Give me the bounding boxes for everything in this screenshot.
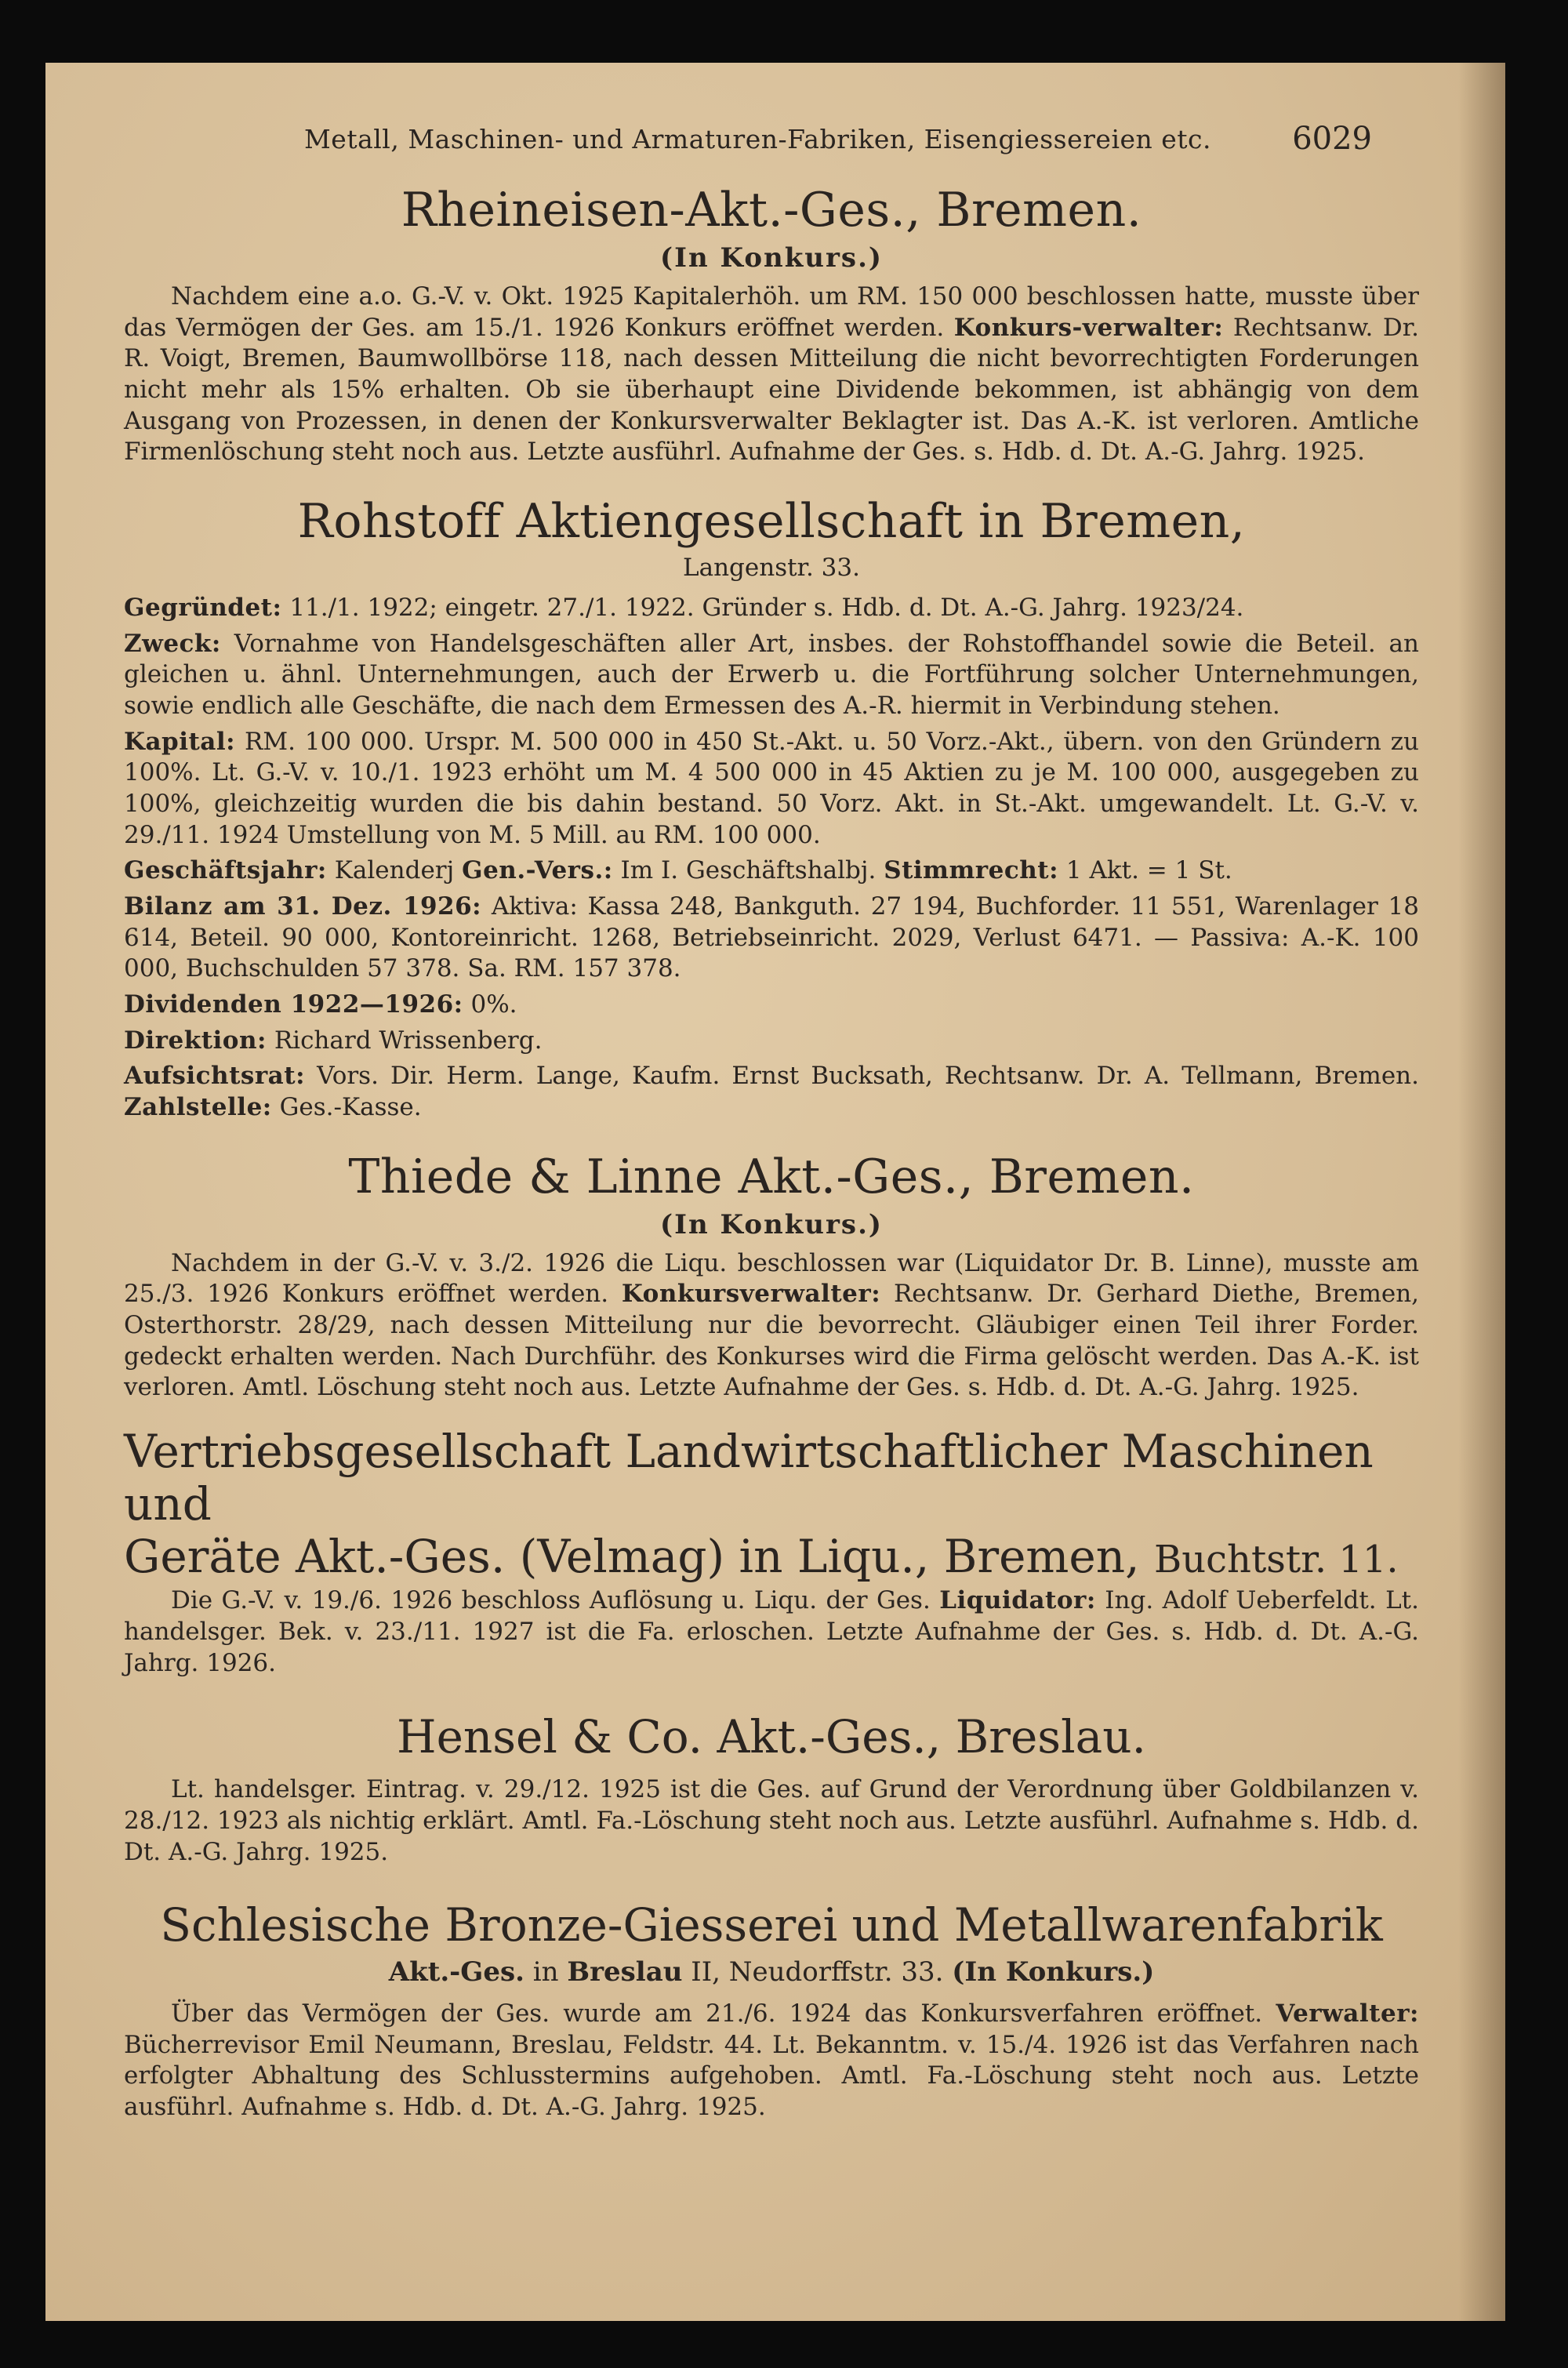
- text-part: Nachdem in der G.-V. v. 3./2. 1926 die Liqu. beschlossen war (Liquidator Dr. B. Linne), musste am 25./3. 1926 Konkurs eröffnet werden.: [124, 1248, 1419, 1309]
- field-value: Kalenderj: [334, 856, 455, 885]
- title-line: Geräte Akt.-Ges. (Velmag) in Liqu., Bremen,: [124, 1529, 1140, 1583]
- entry-hensel: [124, 1710, 1419, 1868]
- text-part: Rechtsanw. Dr. Gerhard Diethe, Bremen, Osterthorstr. 28/29, nach dessen Mitteilung nur die bevorrecht. Gläubiger einen Teil ihrer Forder. gedeckt erhalten werden. Nach Durchführ. des Konkurses wird die Firma gelöscht werden. Das A.-K. ist verloren. Amtl. Löschung steht noch aus. Letzte Aufnahme der Ges. s. Hdb. d. Dt. A.-G. Jahrg. 1925.: [124, 1280, 1420, 1402]
- field-label: Stimmrecht:: [884, 856, 1059, 885]
- field-kapital: [124, 727, 1419, 852]
- field-value: Vornahme von Handelsgeschäften aller Art, insbes. der Rohstoffhandel sowie die Beteil. an gleichen u. ähnl. Unternehmungen, auch der Erwerb u. die Fortführung solcher Unternehmungen, sowie endlich alle Geschäfte, die nach dem Ermessen des A.-R. hiermit in Verbindung stehen.: [124, 629, 1419, 721]
- field-label: Dividenden 1922—1926:: [124, 990, 463, 1019]
- entry-rohstoff: [124, 495, 1419, 1124]
- entry-title: Thiede & Linne Akt.-Ges., Bremen.: [348, 1149, 1195, 1204]
- entry-rheineisen: [124, 183, 1419, 468]
- field-dividenden: [124, 990, 1419, 1021]
- field-zweck: [124, 629, 1419, 722]
- text-part: Die G.-V. v. 19./6. 1926 beschloss Auflösung u. Liqu. der Ges.: [171, 1586, 931, 1615]
- entry-text: [124, 1585, 1419, 1679]
- status-label: (In Konkurs.): [952, 1956, 1155, 1988]
- field-value: RM. 100 000. Urspr. M. 500 000 in 450 St.-Akt. u. 50 Vorz.-Akt., übern. von den Gründern zu 100%. Lt. G.-V. v. 10./1. 1923 erhöht um M. 4 500 000 in 45 Aktien zu je M. 100 000, ausgegeben zu 100%, gleichzeitig wurden die bis dahin bestand. 50 Vorz. Akt. in St.-Akt. umgewandelt. Lt. G.-V. v. 29./11. 1924 Umstellung von M. 5 Mill. au RM. 100 000.: [124, 727, 1419, 849]
- entry-text: [124, 1999, 1419, 2123]
- field-bilanz: [124, 892, 1419, 985]
- field-value: Richard Wrissenberg.: [274, 1026, 543, 1055]
- field-value: Im I. Geschäftshalbj.: [620, 856, 877, 885]
- entry-thiede-linne: [124, 1150, 1419, 1404]
- field-label: Kapital:: [124, 727, 236, 756]
- entry-subtitle: [124, 1956, 1419, 1988]
- entry-text: [124, 1248, 1419, 1404]
- page-edge-shadow: [1458, 63, 1505, 2321]
- field-label: Liquidator:: [939, 1586, 1096, 1615]
- entry-schlesische-bronze: [124, 1899, 1419, 2123]
- entry-address: Langenstr. 33.: [683, 554, 860, 583]
- field-gegruendet: [124, 593, 1419, 624]
- running-head: [124, 94, 1419, 157]
- field-geschaeftsjahr: [124, 855, 1419, 887]
- entry-title: Rheineisen-Akt.-Ges., Bremen.: [401, 183, 1142, 238]
- text-part: Rechtsanw. Dr. R. Voigt, Bremen, Baumwollbörse 118, nach dessen Mitteilung die nicht bevorrechtigten Forderungen nicht mehr als 15% erhalten. Ob sie überhaupt eine Dividende bekommen, ist abhängig von dem Ausgang von Prozessen, in denen der Konkursverwalter Beklagter ist. Das A.-K. ist verloren. Amtliche Firmenlöschung steht noch aus. Letzte ausführl. Aufnahme der Ges. s. Hdb. d. Dt. A.-G. Jahrg. 1925.: [124, 313, 1420, 467]
- field-value: Aktiva: Kassa 248, Bankguth. 27 194, Buchforder. 11 551, Warenlager 18 614, Beteil. 90 000, Kontoreinricht. 1268, Betriebseinricht. 2029, Verlust 6471. — Passiva: A.-K. 100 000, Buchschulden 57 378. Sa. RM. 157 378.: [124, 892, 1419, 983]
- field-value: 0%.: [470, 990, 517, 1019]
- field-value: Ges.-Kasse.: [279, 1093, 422, 1122]
- field-aufsichtsrat: [124, 1061, 1419, 1123]
- subtitle-akt: Akt.-Ges.: [388, 1956, 524, 1988]
- text-part: Nachdem eine a.o. G.-V. v. Okt. 1925 Kapitalerhöh. um RM. 150 000 beschlossen hatte, musste über das Vermögen der Ges. am 15./1. 1926 Konkurs eröffnet werden.: [124, 282, 1419, 342]
- field-label: Verwalter:: [1276, 1999, 1419, 2028]
- field-label: Aufsichtsrat:: [124, 1062, 306, 1091]
- entry-title: Hensel & Co. Akt.-Ges., Breslau.: [396, 1710, 1146, 1764]
- subtitle-address: II, Neudorffstr. 33.: [691, 1956, 944, 1988]
- text-part: Über das Vermögen der Ges. wurde am 21./6. 1924 das Konkursverfahren eröffnet.: [171, 1999, 1263, 2028]
- field-label: Gegründet:: [124, 594, 282, 623]
- status-label: (In Konkurs.): [659, 1208, 883, 1240]
- field-value: 11./1. 1922; eingetr. 27./1. 1922. Gründer s. Hdb. d. Dt. A.-G. Jahrg. 1923/24.: [289, 594, 1244, 623]
- entry-velmag: [124, 1426, 1419, 1679]
- text-part: Ing. Adolf Ueberfeldt. Lt. handelsger. Bek. v. 23./11. 1927 ist die Fa. erloschen. Letzte Aufnahme der Ges. s. Hdb. d. Dt. A.-G. Jahrg. 1926.: [124, 1586, 1419, 1677]
- text-part: Bücherrevisor Emil Neumann, Breslau, Feldstr. 44. Lt. Bekanntm. v. 15./4. 1926 ist das Verfahren nach erfolgter Abhaltung des Schlusstermins aufgehoben. Amtl. Fa.-Löschung steht noch aus. Letzte ausführl. Aufnahme s. Hdb. d. Dt. A.-G. Jahrg. 1925.: [124, 2030, 1419, 2121]
- field-value: Vors. Dir. Herm. Lange, Kaufm. Ernst Bucksath, Rechtsanw. Dr. A. Tellmann, Bremen.: [317, 1062, 1419, 1091]
- field-direktion: [124, 1026, 1419, 1057]
- field-label: Direktion:: [124, 1026, 267, 1055]
- field-value: 1 Akt. = 1 St.: [1065, 856, 1232, 885]
- field-label: Zweck:: [124, 629, 221, 658]
- field-label: Konkursverwalter:: [621, 1280, 881, 1309]
- page-number: 6029: [1292, 121, 1372, 157]
- field-label: Geschäftsjahr:: [124, 856, 327, 885]
- entry-title: [124, 1426, 1419, 1582]
- field-label: Zahlstelle:: [124, 1093, 272, 1122]
- book-page: [45, 63, 1505, 2321]
- entry-title: Rohstoff Aktiengesellschaft in Bremen,: [297, 494, 1246, 550]
- status-label: (In Konkurs.): [659, 242, 883, 274]
- field-label: Gen.-Vers.:: [462, 856, 613, 885]
- running-title: Metall, Maschinen- und Armaturen-Fabriken, Eisengiessereien etc.: [304, 124, 1212, 154]
- entry-text: [124, 281, 1419, 468]
- entry-text: Lt. handelsger. Eintrag. v. 29./12. 1925 ist die Ges. auf Grund der Verordnung über Goldbilanzen v. 28./12. 1923 als nichtig erklärt. Amtl. Fa.-Löschung steht noch aus. Letzte ausführl. Aufnahme s. Hdb. d. Dt. A.-G. Jahrg. 1925.: [124, 1775, 1419, 1866]
- subtitle-in: in: [532, 1956, 559, 1988]
- entry-title: Schlesische Bronze-Giesserei und Metallwarenfabrik: [160, 1898, 1383, 1952]
- subtitle-city: Breslau: [567, 1956, 683, 1988]
- title-line: Vertriebsgesellschaft Landwirtschaftlicher Maschinen und: [124, 1425, 1374, 1531]
- field-label: Konkurs-verwalter:: [953, 313, 1224, 342]
- title-address: Buchtstr. 11.: [1153, 1537, 1399, 1582]
- field-label: Bilanz am 31. Dez. 1926:: [124, 892, 482, 921]
